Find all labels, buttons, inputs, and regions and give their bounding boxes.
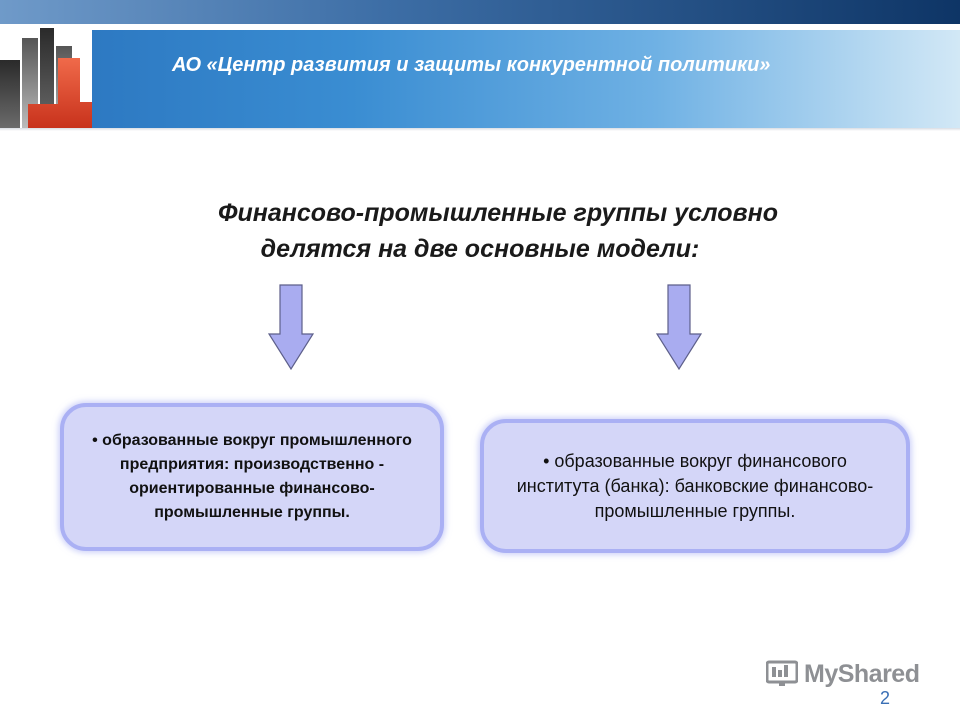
header-divider	[0, 128, 960, 131]
header-title: АО «Центр развития и защиты конкурентной политики»	[172, 54, 771, 76]
watermark-text: MyShared	[804, 659, 920, 688]
model-box-industrial	[60, 403, 444, 551]
main-heading-line-1: Финансово-промышленные группы условно	[217, 199, 779, 227]
bar-logo-icon	[0, 24, 92, 128]
main-heading	[0, 195, 960, 267]
top-strip	[0, 0, 960, 24]
model-box-banking	[480, 419, 910, 553]
myshared-logo-icon	[766, 659, 798, 689]
model-text-banking: • образованные вокруг финансового института (банка): банковские финансово-промышленные группы.	[516, 450, 874, 521]
header	[0, 0, 960, 130]
watermark	[766, 654, 926, 694]
arrow-down-icon	[268, 284, 314, 370]
main-heading-line-2: делятся на две основные модели:	[260, 235, 700, 263]
page-number: 2	[880, 688, 891, 708]
header-banner	[92, 30, 960, 128]
arrow-down-icon	[656, 284, 702, 370]
model-text-industrial: • образованные вокруг промышленного предприятия: производственно - ориентированные финансово-промышленные группы.	[92, 432, 412, 521]
